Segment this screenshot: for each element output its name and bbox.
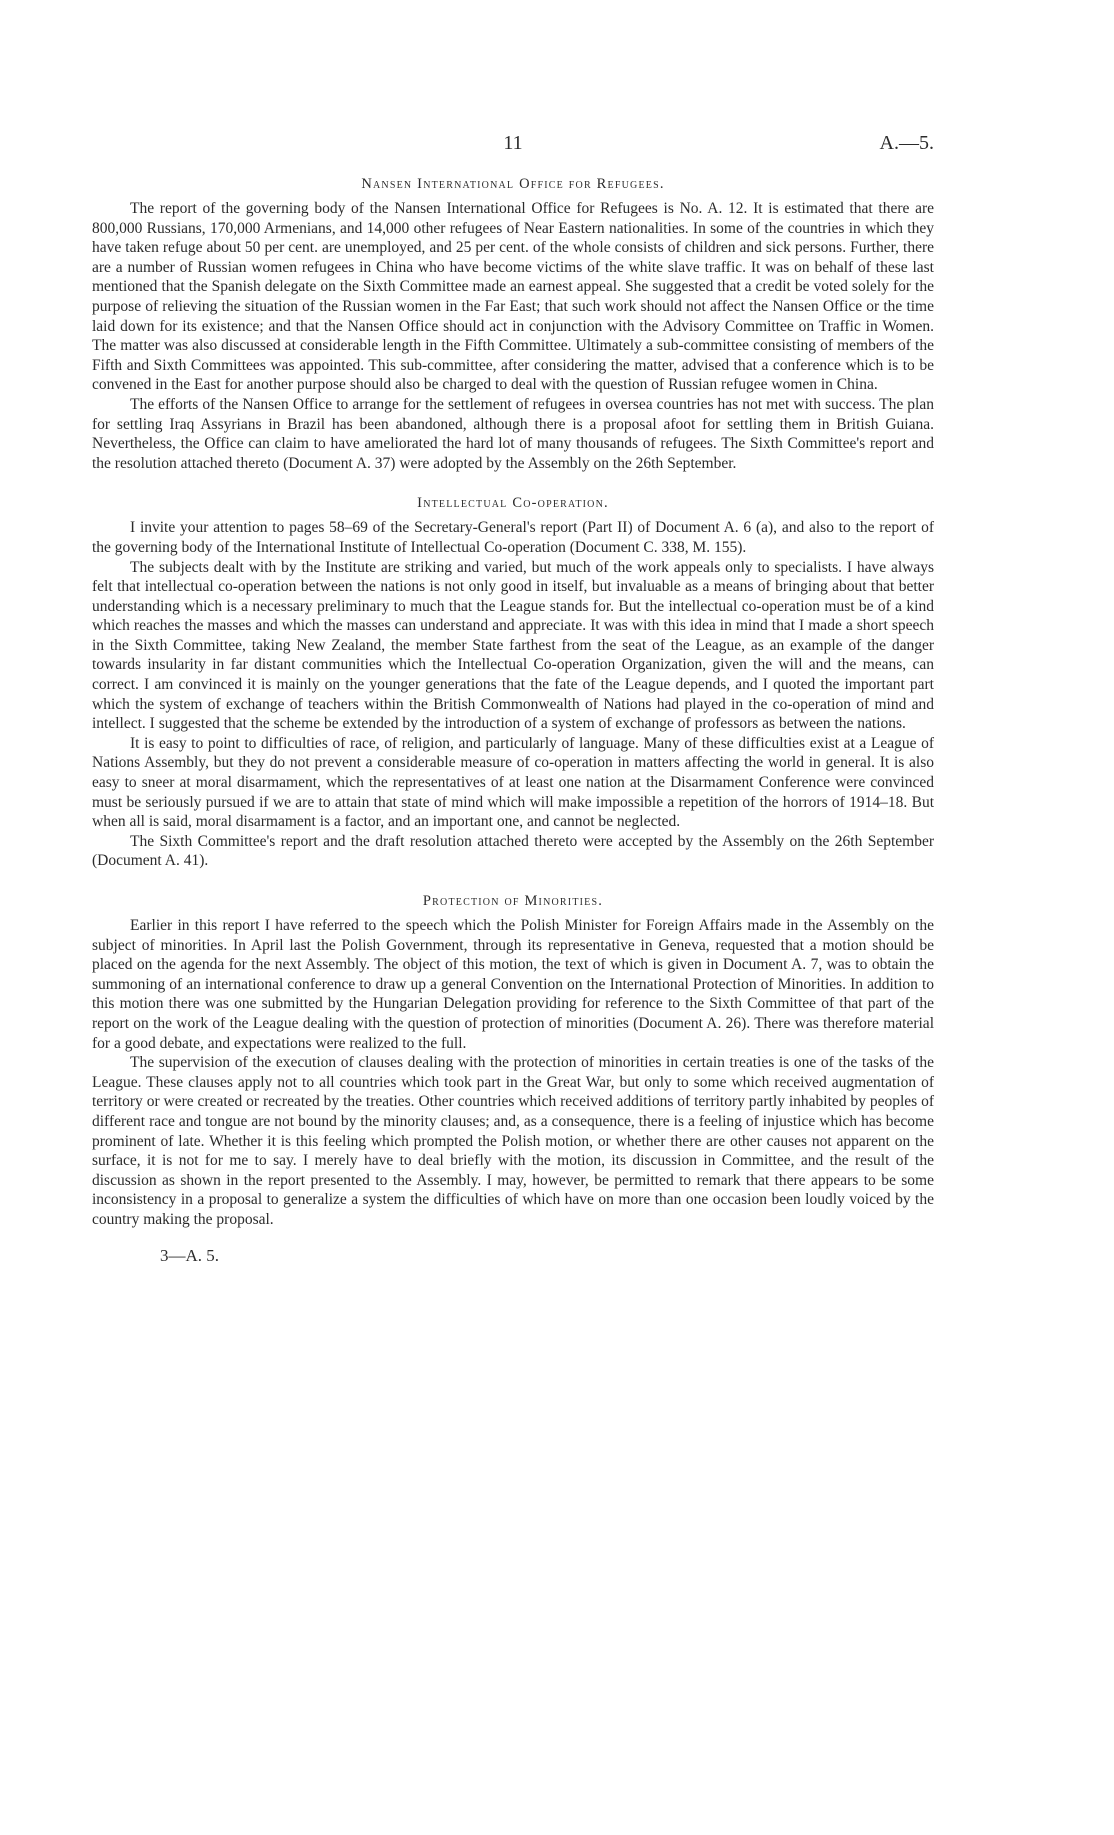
document-page (92, 132, 934, 1266)
page-number: 11 (503, 132, 523, 154)
section-protection-of-minorities (92, 893, 934, 1230)
document-reference: A.—5. (879, 132, 934, 154)
page-header (92, 132, 934, 166)
paragraph: The subjects dealt with by the Institute are striking and varied, but much of the work appeals only to specialists. I have always felt that intellectual co-operation between the nations is not only good in itself, but invaluable as a means of bringing about that better understanding which is a necessary preliminary to much that the League stands for. But the intellectual co-operation must be of a kind which reaches the masses and which the masses can understand and appreciate. It was with this idea in mind that I made a short speech in the Sixth Committee, taking New Zealand, the member State farthest from the seat of the League, as an example of the danger towards insularity in far distant communities which the Intellectual Co-operation Organization, given the will and the means, can correct. I am convinced it is mainly on the younger generations that the fate of the League depends, and I quoted the important part which the system of exchange of teachers within the British Commonwealth of Nations had played in the co-operation of mind and intellect. I suggested that the scheme be extended by the introduction of a system of exchange of professors as between the nations. (92, 558, 934, 733)
paragraph: The report of the governing body of the Nansen International Office for Refugees is No. A. 12. It is estimated that there are 800,000 Russians, 170,000 Armenians, and 14,000 other refugees of Near Eastern nationalities. In some of the countries in which they have taken refuge about 50 per cent. are unemployed, and 25 per cent. of the whole consists of children and sick persons. Further, there are a number of Russian women refugees in China who have become victims of the white slave traffic. It was on behalf of these last mentioned that the Spanish delegate on the Sixth Committee made an earnest appeal. She suggested that a credit be voted solely for the purpose of relieving the situation of the Russian women in the Far East; that such work should not affect the Nansen Office or the time laid down for its existence; and that the Nansen Office should act in conjunction with the Advisory Committee on Traffic in Women. The matter was also discussed at considerable length in the Fifth Committee. Ultimately a sub-committee consisting of members of the Fifth and Sixth Committees was appointed. This sub-committee, after considering the matter, advised that a conference which is to be convened in the East for another purpose should also be charged to deal with the question of Russian refugee women in China. (92, 200, 934, 394)
paragraph: The supervision of the execution of clauses dealing with the protection of minorities in certain treaties is one of the tasks of the League. These clauses apply not to all countries which took part in the Great War, but only to some which received augmentation of territory or were created or recreated by the treaties. Other countries which received additions of territory partly inhabited by peoples of different race and tongue are not bound by the minority clauses; and, as a consequence, there is a feeling of injustice which has become prominent of late. Whether it is this feeling which prompted the Polish motion, or whether there are other causes not apparent on the surface, it is not for me to say. I merely have to deal briefly with the motion, its discussion in Committee, and the result of the discussion as shown in the report presented to the Assembly. I may, however, be permitted to remark that there appears to be some inconsistency in a proposal to generalize a system the difficulties of which have on more than one occasion been loudly voiced by the country making the proposal. (92, 1054, 934, 1228)
section-heading: Protection of Minorities. (422, 893, 604, 909)
paragraph: I invite your attention to pages 58–69 of the Secretary-General's report (Part II) of Document A. 6 (a), and also to the report of the governing body of the International Institute of Intellectual Co-operation (Document C. 338, M. 155). (92, 519, 934, 556)
paragraph: The efforts of the Nansen Office to arrange for the settlement of refugees in oversea countries has not met with success. The plan for settling Iraq Assyrians in Brazil has been abandoned, although there is a proposal afoot for settling them in British Guiana. Nevertheless, the Office can claim to have ameliorated the hard lot of many thousands of refugees. The Sixth Committee's report and the resolution attached thereto (Document A. 37) were adopted by the Assembly on the 26th September. (92, 395, 934, 472)
paragraph: The Sixth Committee's report and the draft resolution attached thereto were accepted by the Assembly on the 26th September (Document A. 41). (92, 832, 934, 870)
section-nansen-office (92, 176, 934, 473)
section-heading: Intellectual Co-operation. (417, 495, 609, 512)
paragraph: It is easy to point to difficulties of race, of religion, and particularly of language. Many of these difficulties exist at a League of Nations Assembly, but they do not prevent a considerable measure of co-operation in matters affecting the world in general. It is also easy to sneer at moral disarmament, which the representatives of at least one nation at the Disarmament Conference were convinced must be seriously pursued if we are to attain that state of mind which will make impossible a repetition of the horrors of 1914–18. But when all is said, moral disarmament is a factor, and an important one, and cannot be neglected. (92, 734, 934, 831)
paragraph: Earlier in this report I have referred to the speech which the Polish Minister for Foreign Affairs made in the Assembly on the subject of minorities. In April last the Polish Government, through its representative in Geneva, requested that a motion should be placed on the agenda for the next Assembly. The object of this motion, the text of which is given in Document A. 7, was to obtain the summoning of an international conference to draw up a general Convention on the International Protection of Minorities. In addition to this motion there was one submitted by the Hungarian Delegation providing for reference to the Sixth Committee of that part of the report on the work of the League dealing with the question of protection of minorities (Document A. 26). There was therefore material for a good debate, and expectations were realized to the full. (92, 917, 934, 1052)
section-intellectual-cooperation (92, 495, 934, 871)
section-heading: Nansen International Office for Refugees. (361, 176, 665, 192)
signature-mark: 3—A. 5. (160, 1245, 220, 1265)
